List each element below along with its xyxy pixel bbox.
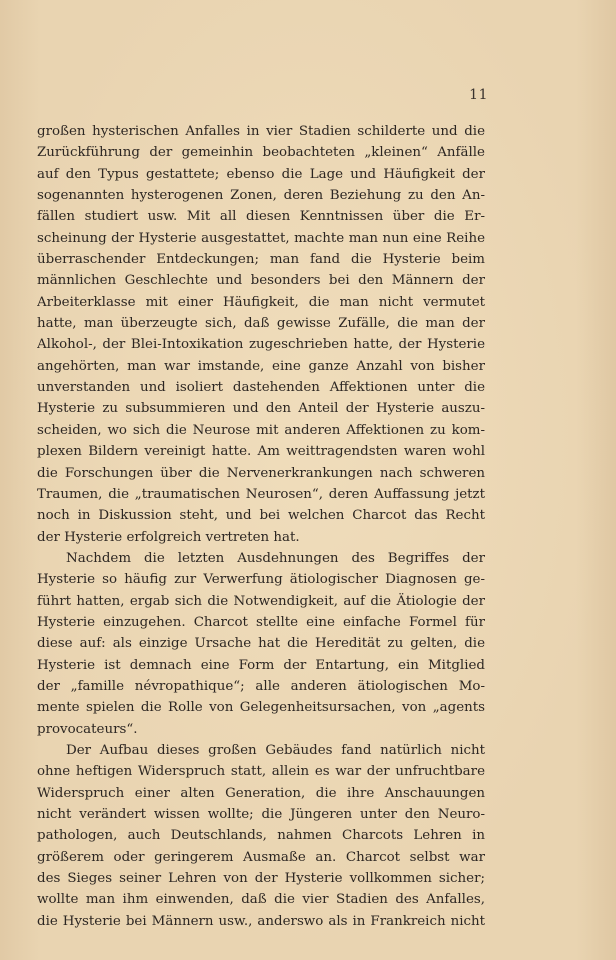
- text-line: sogenannten hysterogenen Zonen, deren Beziehung zu den An-: [37, 188, 485, 204]
- text-line: scheinung der Hysterie ausgestattet, machte man nun eine Reihe: [37, 230, 485, 246]
- text-line: Hysterie so häufig zur Verwerfung ätiologischer Diagnosen ge-: [37, 572, 485, 588]
- text-line: noch in Diskussion steht, und bei welchen Charcot das Recht: [37, 508, 485, 524]
- body-text: [37, 121, 485, 932]
- text-line: großen hysterischen Anfalles in vier Stadien schilderte und die: [37, 124, 485, 139]
- text-line: der „famille névropathique“; alle anderen ätiologischen Mo-: [37, 678, 485, 694]
- text-line: Hysterie zu subsummieren und den Anteil der Hysterie auszu-: [37, 401, 485, 417]
- text-line: männlichen Geschlechte und besonders bei den Männern der: [37, 273, 485, 289]
- text-line: größerem oder geringerem Ausmaße an. Charcot selbst war: [37, 849, 485, 865]
- text-line: auf den Typus gestattete; ebenso die Lage und Häufigkeit der: [37, 166, 485, 182]
- text-line: ohne heftigen Widerspruch statt, allein es war der unfruchtbare: [37, 764, 485, 780]
- text-line: die Forschungen über die Nervenerkrankungen nach schweren: [37, 465, 485, 481]
- text-line: der Hysterie erfolgreich vertreten hat.: [37, 529, 300, 545]
- text-line: hatte, man überzeugte sich, daß gewisse Zufälle, die man der: [37, 316, 485, 332]
- text-line: führt hatten, ergab sich die Notwendigkeit, auf die Ätiologie der: [37, 593, 485, 609]
- text-line: Arbeiterklasse mit einer Häufigkeit, die man nicht vermutet: [37, 294, 485, 310]
- text-line: Widerspruch einer alten Generation, die ihre Anschauungen: [37, 785, 485, 801]
- text-line: pathologen, auch Deutschlands, nahmen Charcots Lehren in: [37, 828, 485, 844]
- text-line: Traumen, die „traumatischen Neurosen“, deren Auffassung jetzt: [37, 486, 485, 502]
- text-line: Alkohol-, der Blei-Intoxikation zugeschrieben hatte, der Hysterie: [37, 337, 485, 353]
- text-line: des Sieges seiner Lehren von der Hysterie vollkommen sicher;: [37, 871, 485, 887]
- text-line: wollte man ihm einwenden, daß die vier Stadien des Anfalles,: [37, 892, 485, 908]
- text-line: überraschender Entdeckungen; man fand die Hysterie beim: [37, 252, 485, 268]
- text-line: fällen studiert usw. Mit all diesen Kenntnissen über die Er-: [37, 209, 485, 225]
- text-line: Zurückführung der gemeinhin beobachteten „kleinen“ Anfälle: [37, 145, 485, 161]
- text-line: plexen Bildern vereinigt hatte. Am weittragendsten waren wohl: [37, 444, 485, 460]
- text-line: Hysterie einzugehen. Charcot stellte eine einfache Formel für: [37, 614, 485, 630]
- text-line: die Hysterie bei Männern usw., anderswo als in Frankreich nicht: [37, 913, 485, 929]
- text-line: nicht verändert wissen wollte; die Jüngeren unter den Neuro-: [37, 807, 485, 822]
- text-line: Hysterie ist demnach eine Form der Entartung, ein Mitglied: [37, 657, 485, 673]
- text-line: Nachdem die letzten Ausdehnungen des Begriffes der: [66, 550, 485, 566]
- text-line: Der Aufbau dieses großen Gebäudes fand natürlich nicht: [66, 742, 485, 758]
- text-line: scheiden, wo sich die Neurose mit anderen Affektionen zu kom-: [37, 422, 485, 438]
- text-line: angehörten, man war imstande, eine ganze Anzahl von bisher: [37, 358, 485, 374]
- page-number: 11: [469, 87, 488, 103]
- text-line: unverstanden und isoliert dastehenden Affektionen unter die: [37, 380, 485, 396]
- text-line: mente spielen die Rolle von Gelegenheitsursachen, von „agents: [37, 700, 485, 716]
- text-line: provocateurs“.: [37, 721, 138, 737]
- text-line: diese auf: als einzige Ursache hat die Heredität zu gelten, die: [37, 636, 485, 652]
